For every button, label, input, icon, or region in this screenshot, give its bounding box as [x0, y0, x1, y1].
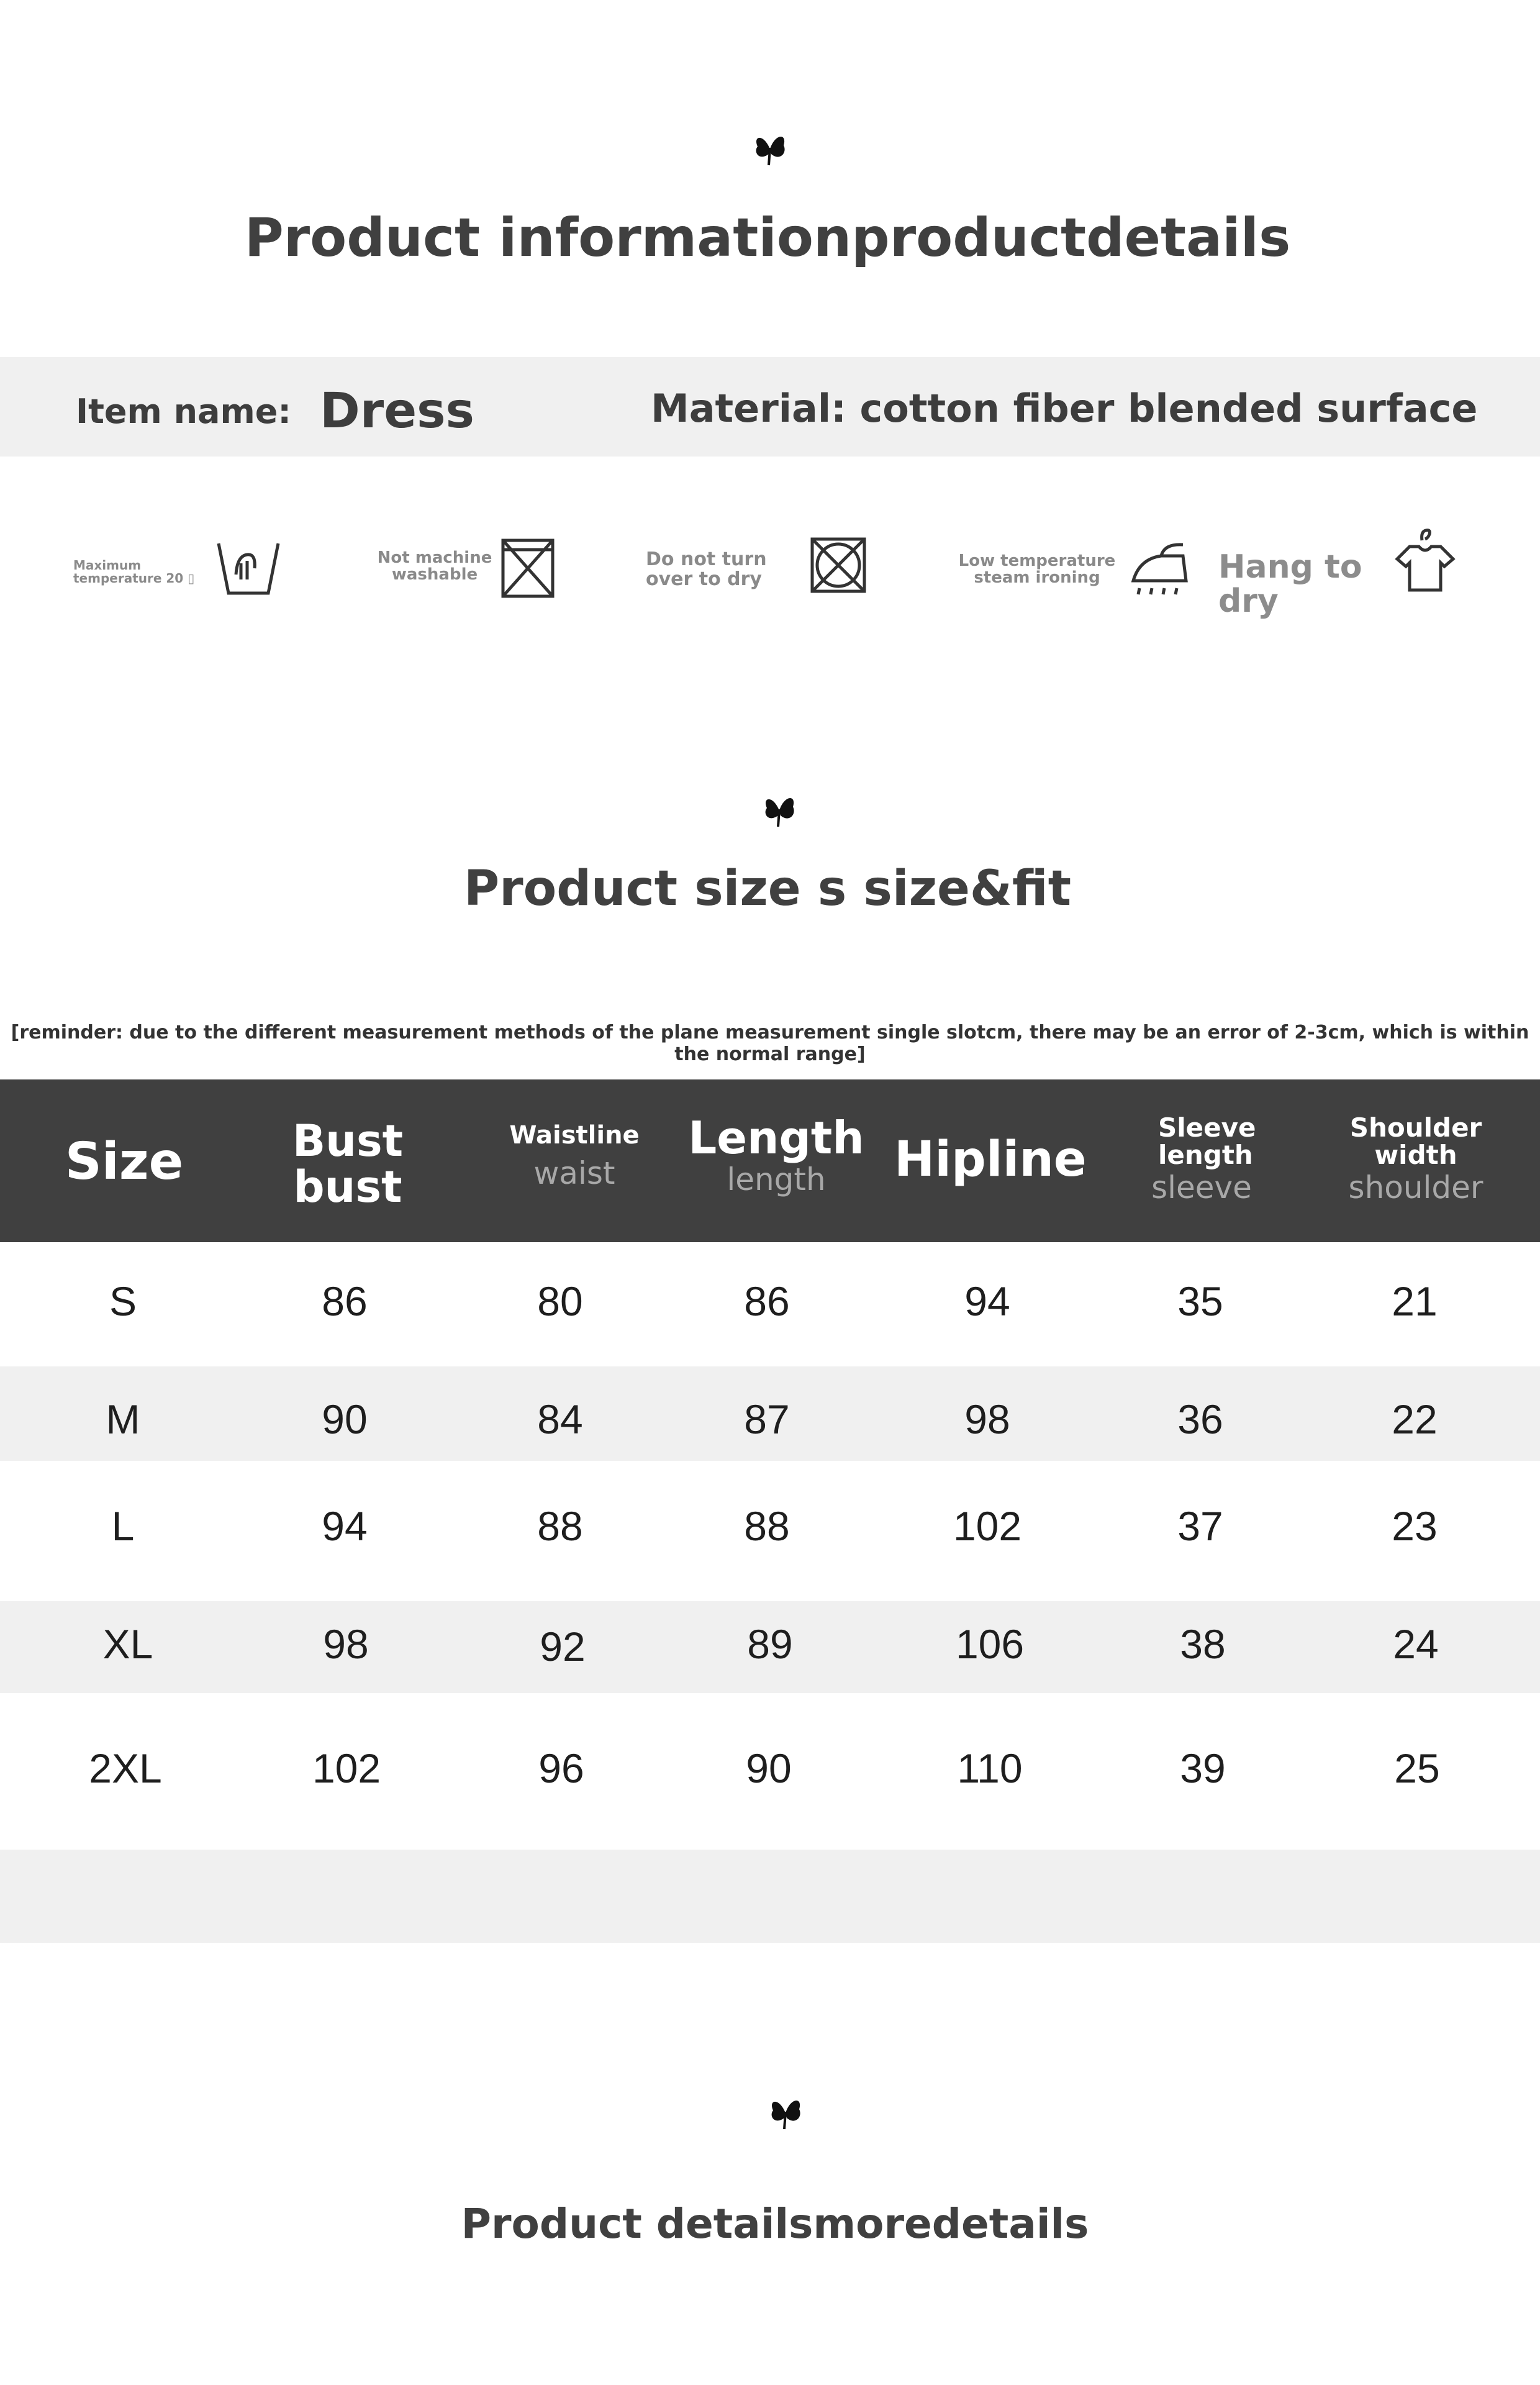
header-size: Size [65, 1132, 184, 1191]
table-cell: L [111, 1503, 135, 1549]
item-band [0, 357, 1540, 457]
table-cell: 2XL [89, 1745, 162, 1791]
table-cell: 88 [744, 1503, 790, 1549]
table-row [0, 1601, 1540, 1693]
table-cell: 21 [1392, 1278, 1438, 1324]
table-cell: 36 [1177, 1396, 1223, 1442]
table-footer-band [0, 1850, 1540, 1943]
table-cell: 39 [1180, 1745, 1226, 1791]
butterfly-icon [751, 130, 789, 168]
care-text-hang: Hang to dry [1218, 548, 1362, 620]
table-cell: 86 [744, 1278, 790, 1324]
size-title: Product size s size&fit [463, 861, 1072, 917]
info-title: Product informationproductdetails [244, 207, 1291, 269]
table-cell: 80 [537, 1278, 583, 1324]
care-text-tumble: Do not turn over to dry [646, 548, 767, 590]
table-cell: 110 [957, 1745, 1023, 1791]
table-cell: 84 [537, 1396, 583, 1442]
table-cell: 37 [1177, 1503, 1223, 1549]
item-name-label: Item name: [76, 392, 291, 431]
table-cell: XL [102, 1621, 153, 1667]
table-cell: 102 [312, 1745, 381, 1791]
table-cell: 35 [1177, 1278, 1223, 1324]
table-cell: 96 [538, 1745, 584, 1791]
butterfly-icon [767, 2094, 804, 2132]
table-cell: 89 [747, 1621, 793, 1667]
no-machine-wash-icon [497, 534, 559, 602]
table-row [0, 1242, 1540, 1366]
table-cell: M [106, 1396, 140, 1442]
table-cell: 25 [1394, 1745, 1440, 1791]
table-cell: 86 [322, 1278, 368, 1324]
hanging-shirt-icon [1391, 522, 1459, 596]
header-shoulder: Shoulder width shoulder [1348, 1112, 1483, 1206]
table-cell: 92 [540, 1624, 586, 1670]
header-waist: Waistline waist [509, 1121, 640, 1191]
table-cell: 106 [955, 1621, 1025, 1667]
butterfly-icon [761, 792, 798, 829]
table-cell: 22 [1392, 1396, 1438, 1442]
steam-iron-icon [1127, 537, 1195, 599]
table-cell: 90 [746, 1745, 792, 1791]
table-cell: 102 [953, 1503, 1022, 1549]
header-bust: Bust bust [292, 1115, 404, 1212]
table-cell: 98 [323, 1621, 369, 1667]
table-cell: 23 [1392, 1503, 1438, 1549]
no-tumble-dry-icon [807, 534, 869, 596]
table-cell: 98 [964, 1396, 1010, 1442]
header-sleeve: Sleeve length sleeve [1151, 1112, 1256, 1206]
table-cell: 87 [744, 1396, 790, 1442]
table-cell: 90 [322, 1396, 368, 1442]
hand-wash-icon [211, 531, 286, 606]
table-cell: 38 [1180, 1621, 1226, 1667]
size-table-header [0, 1079, 1540, 1242]
details-title: Product detailsmoredetails [461, 2200, 1089, 2248]
material-text: Material: cotton fiber blended surface [651, 386, 1478, 431]
care-text-iron: Low temperature steam ironing [958, 552, 1116, 588]
table-cell: 94 [964, 1278, 1010, 1324]
table-row [0, 1366, 1540, 1461]
care-text-wash: Maximum temperature 20 ▯ [73, 558, 195, 586]
table-cell: 94 [322, 1503, 368, 1549]
reminder-note: [reminder: due to the different measurement methods of the plane measurement single slotcm, there may be an error of 2-3cm, which is within the normal range] [11, 1022, 1529, 1065]
table-cell: S [109, 1278, 137, 1324]
care-text-machine: Not machine washable [377, 548, 492, 584]
header-length: Length length [688, 1112, 864, 1197]
item-name-value: Dress [320, 383, 474, 439]
table-row [0, 1461, 1540, 1601]
care-instructions [0, 522, 1540, 620]
header-hipline: Hipline [894, 1132, 1087, 1188]
table-cell: 88 [537, 1503, 583, 1549]
table-cell: 24 [1393, 1621, 1439, 1667]
table-row [0, 1693, 1540, 1850]
